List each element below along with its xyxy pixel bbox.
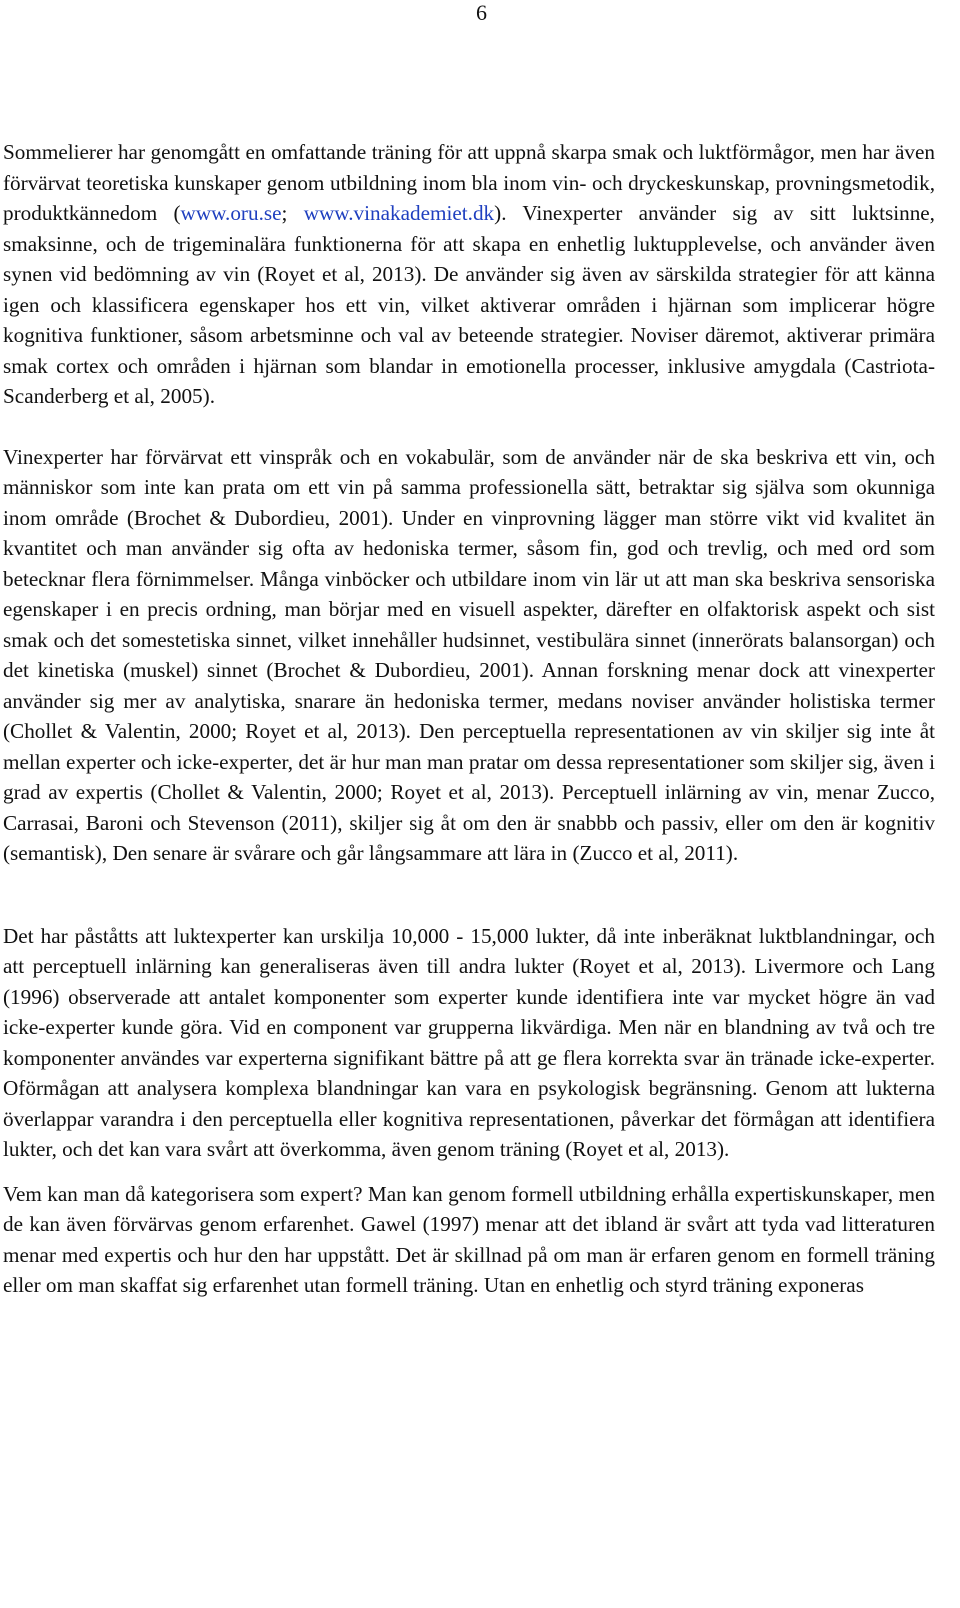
paragraph-text-continuation: ). Vinexperter använder sig av sitt luktsinne, smaksinne, och de trigeminalära funktionerna för att skapa en enhetlig luktupplevelse, och använder även synen vid bedömning av vin (Royet et al, 2013). De använder sig även av särskilda strategier för att känna igen och klassificera egenskaper hos ett vin, vilket aktiverar områden i hjärnan som implicerar högre kognitiva funktioner, såsom arbetsminne och val av beteende strategier. Noviser däremot, aktiverar primära smak cortex och områden i hjärnan som blandar in emotionella processer, inklusive amygdala (Castriota-Scanderberg et al, 2005). — [3, 201, 935, 408]
document-body — [3, 137, 935, 1301]
link-vinakademiet[interactable]: www.vinakademiet.dk — [303, 201, 495, 225]
paragraph-expert-definition: Vem kan man då kategorisera som expert? Man kan genom formell utbildning erhålla expertiskunskaper, men de kan även förvärvas genom erfarenhet. Gawel (1997) menar att det ibland är svårt att tyda vad litteraturen menar med expertis och hur den har uppstått. Det är skillnad på om man är erfaren genom en formell träning eller om man skaffat sig erfarenhet utan formell träning. Utan en enhetlig och styrd träning exponeras — [3, 1181, 935, 1297]
link-separator: ; — [281, 201, 304, 225]
paragraph-wine-vocabulary: Vinexperter har förvärvat ett vinspråk och en vokabulär, som de använder när de ska beskriva ett vin, och människor som inte kan prata om ett vin på samma professionella sätt, betraktar sig själva som okunniga inom område (Brochet & Dubordieu, 2001). Under en vinprovning lägger man större vikt vid kvalitet än kvantitet och man använder sig ofta av hedoniska termer, såsom fin, god och trevlig, och med ord som betecknar flera förnimmelser. Många vinböcker och utbildare inom vin lär ut att man ska beskriva sensoriska egenskaper i en precis ordning, man börjar med en visuell aspekter, därefter en olfaktorisk aspekt och sist smak och det somestetiska sinnet, vilket innehåller hudsinnet, vestibulära sinnet (innerörats balansorgan) och det kinetiska (muskel) sinnet (Brochet & Dubordieu, 2001). Annan forskning menar dock att vinexperter använder sig mer av analytiska, snarare än hedoniska termer, medans noviser använder holistiska termer (Chollet & Valentin, 2000; Royet et al, 2013). Den perceptuella representationen av vin skiljer sig inte åt mellan experter och icke-experter, det är hur man man pratar om dessa representationer som skiljer sig, även i grad av expertis (Chollet & Valentin, 2000; Royet et al, 2013). Perceptuell inlärning av vin, menar Zucco, Carrasai, Baroni och Stevenson (2011), skiljer sig åt om den är snabbb och passiv, eller om den är kognitiv (semantisk), Den senare är svårare och går långsammare att lära in (Zucco et al, 2011). — [3, 444, 935, 865]
page-number: 6 — [476, 0, 487, 25]
paragraph-sommelier-training — [3, 137, 935, 412]
paragraph-odor-discrimination: Det har påståtts att luktexperter kan urskilja 10,000 - 15,000 lukter, då inte inberäknat luktblandningar, och att perceptuell inlärning kan generaliseras även till andra lukter (Royet et al, 2013). Livermore och Lang (1996) observerade att antalet komponenter som experter kunde identifiera inte var mycket högre än vad icke-experter kunde göra. Vid en component var grupperna likvärdiga. Men när en blandning av två och tre komponenter användes var experterna signifikant bättre på att ge flera korrekta svar än tränade icke-experter. Oförmågan att analysera komplexa blandningar kan vara en psykologisk begränsning. Genom att lukterna överlappar varandra i den perceptuella eller kognitiva representationen, påverkar det förmågan att identifiera lukter, och det kan vara svårt att överkomma, även genom träning (Royet et al, 2013). — [3, 923, 935, 1161]
link-oru[interactable]: www.oru.se — [180, 201, 282, 225]
paragraph-text-intro: Sommelierer har genomgått en omfattande träning för att uppnå skarpa smak och luktförmågor, men har även förvärvat teoretiska kunskaper genom utbildning inom bla inom vin- och dryckeskunskap, provningsmetodik, produktkännedom ( — [3, 140, 935, 225]
